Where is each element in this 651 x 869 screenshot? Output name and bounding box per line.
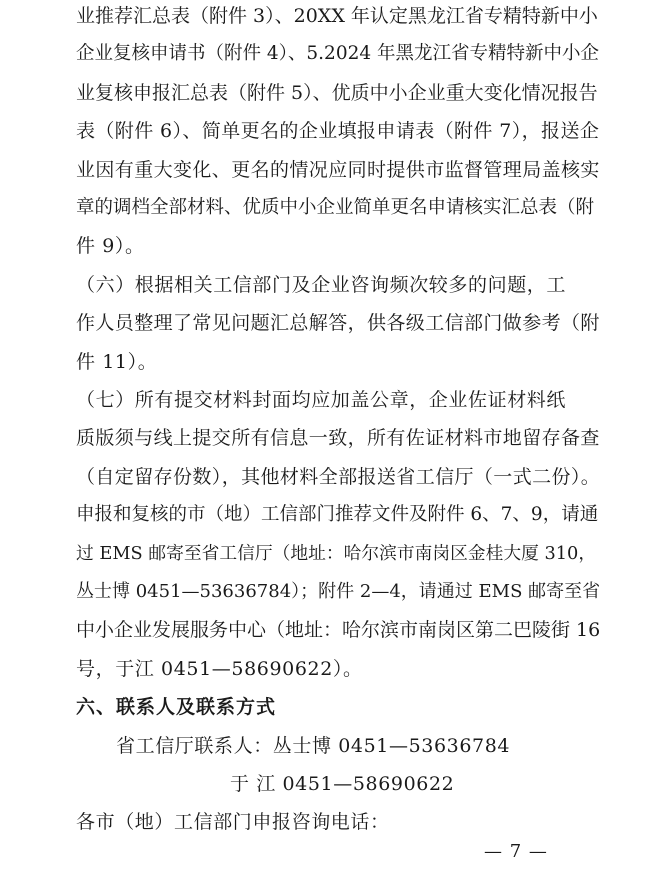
paragraph-line: 业因有重大变化、更名的情况应同时提供市监督管理局盖核实 [76, 159, 600, 181]
paragraph-line: 中小企业发展服务中心（地址：哈尔滨市南岗区第二巴陵街 16 [76, 619, 601, 641]
paragraph-line: 业复核申报汇总表（附件 5）、优质中小企业重大变化情况报告 [76, 82, 598, 104]
contact-line: 各市（地）工信部门申报咨询电话： [76, 811, 390, 833]
paragraph-line: 件 9）。 [76, 235, 145, 257]
paragraph-line: （自定留存份数），其他材料全部报送省工信厅（一式二份）。 [76, 466, 601, 488]
paragraph-line: 申报和复核的市（地）工信部门推荐文件及附件 6、7、9，请通 [76, 504, 599, 525]
paragraph-line: （六）根据相关工信部门及企业咨询频次较多的问题，工 [76, 274, 567, 296]
paragraph-line: 件 11）。 [76, 351, 158, 373]
paragraph-line: 业推荐汇总表（附件 3）、20XX 年认定黑龙江省专精特新中小 [76, 5, 598, 27]
paragraph-line: 章的调档全部材料、优质中小企业简单更名申请核实汇总表（附 [76, 197, 595, 218]
contact-line: 省工信厅联系人：丛士博 0451—53636784 [116, 735, 511, 757]
contact-line: 于 江 0451—58690622 [230, 773, 455, 795]
paragraph-line: 质版须与线上提交所有信息一致，所有佐证材料市地留存备查 [76, 427, 600, 449]
paragraph-line: 作人员整理了常见问题汇总解答，供各级工信部门做参考（附 [76, 312, 600, 334]
paragraph-line: 丛士博 0451—53636784）；附件 2—4，请通过 EMS 邮寄至省 [76, 581, 601, 602]
paragraph-line: （七）所有提交材料封面均应加盖公章，企业佐证材料纸 [76, 389, 567, 411]
section-heading: 六、联系人及联系方式 [76, 696, 277, 718]
paragraph-line: 企业复核申请书（附件 4）、5.2024 年黑龙江省专精特新中小企 [76, 43, 600, 64]
paragraph-line: 表（附件 6）、简单更名的企业填报申请表（附件 7），报送企 [76, 120, 600, 142]
page-number: — 7 — [484, 841, 548, 862]
paragraph-line: 号，于江 0451—58690622）。 [76, 658, 363, 680]
paragraph-line: 过 EMS 邮寄至省工信厅（地址：哈尔滨市南岗区金桂大厦 310， [76, 544, 597, 564]
